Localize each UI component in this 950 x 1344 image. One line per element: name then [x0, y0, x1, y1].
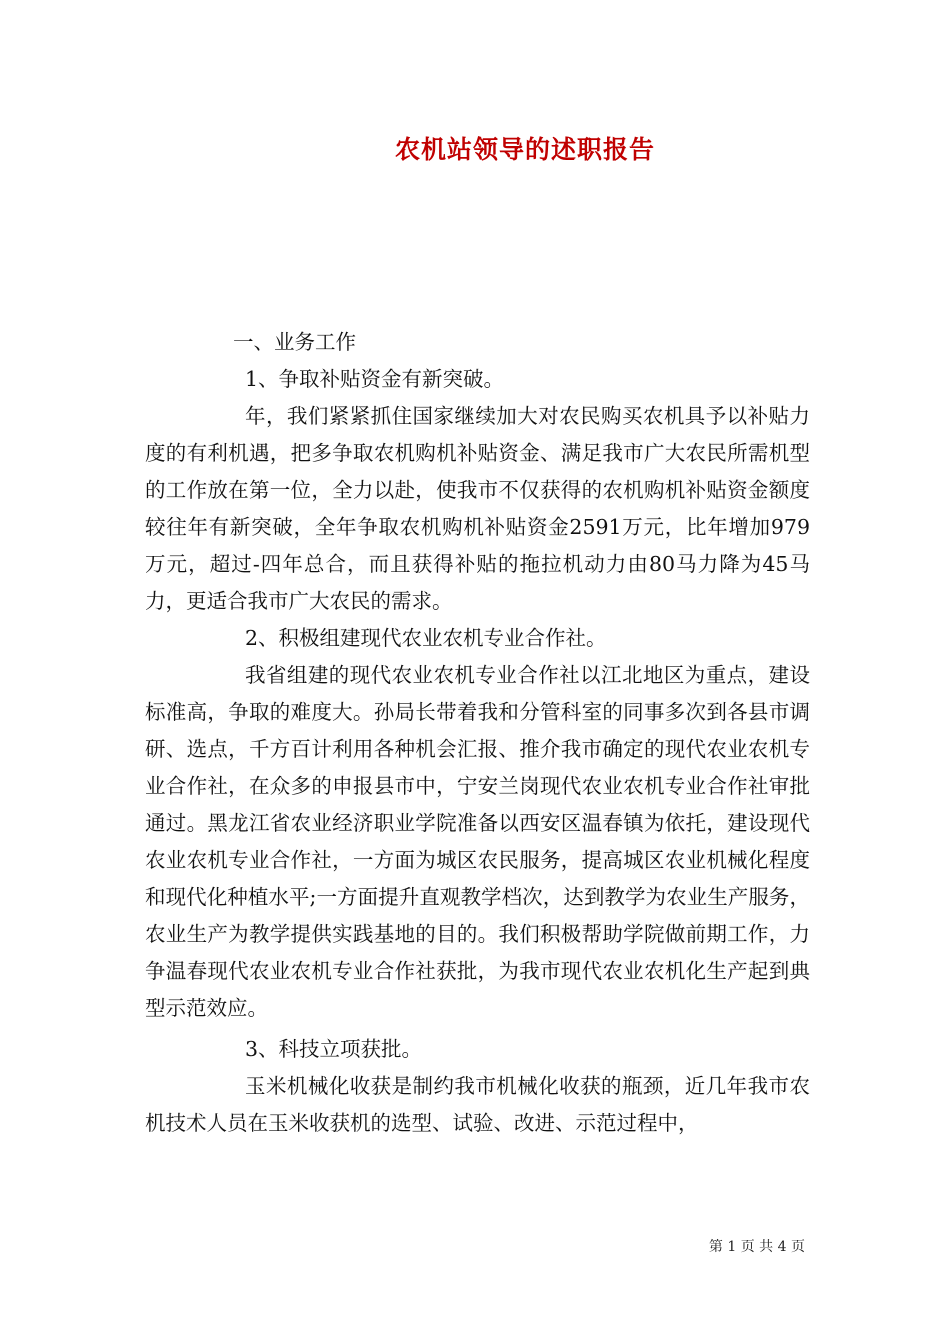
item-paragraph-1: 年，我们紧紧抓住国家继续加大对农民购买农机具予以补贴力度的有利机遇，把多争取农机购机补贴资金、满足我市广大农民所需机型的工作放在第一位，全力以赴，使我市不仅获得的农机购机补贴资金额度较往年有新突破，全年争取农机购机补贴资金2591万元，比年增加979万元，超过-四年总合，而且获得补贴的拖拉机动力由80马力降为45马力，更适合我市广大农民的需求。 [145, 404, 810, 613]
item-heading-1: 1、争取补贴资金有新突破。 [245, 367, 505, 391]
item-heading-3: 3、科技立项获批。 [245, 1037, 423, 1061]
section-heading: 一、业务工作 [233, 330, 356, 354]
document-title: 农机站领导的述职报告 [394, 135, 655, 164]
item-heading-2: 2、积极组建现代农业农机专业合作社。 [245, 626, 607, 650]
page-footer: 第 1 页 共 4 页 [708, 1239, 805, 1255]
document-body [145, 324, 810, 1142]
item-paragraph-2: 我省组建的现代农业农机专业合作社以江北地区为重点，建设标准高，争取的难度大。孙局长带着我和分管科室的同事多次到各县市调研、选点，千方百计利用各种机会汇报、推介我市确定的现代农业农机专业合作社，在众多的申报县市中，宁安兰岗现代农业农机专业合作社审批通过。黑龙江省农业经济职业学院准备以西安区温春镇为依托，建设现代农业农机专业合作社，一方面为城区农民服务，提高城区农业机械化程度和现代化种植水平;一方面提升直观教学档次，达到教学为农业生产服务，农业生产为教学提供实践基地的目的。我们积极帮助学院做前期工作，力争温春现代农业农机专业合作社获批，为我市现代农业农机化生产起到典型示范效应。 [145, 663, 810, 1020]
item-paragraph-3: 玉米机械化收获是制约我市机械化收获的瓶颈，近几年我市农机技术人员在玉米收获机的选型、试验、改进、示范过程中， [145, 1074, 810, 1135]
